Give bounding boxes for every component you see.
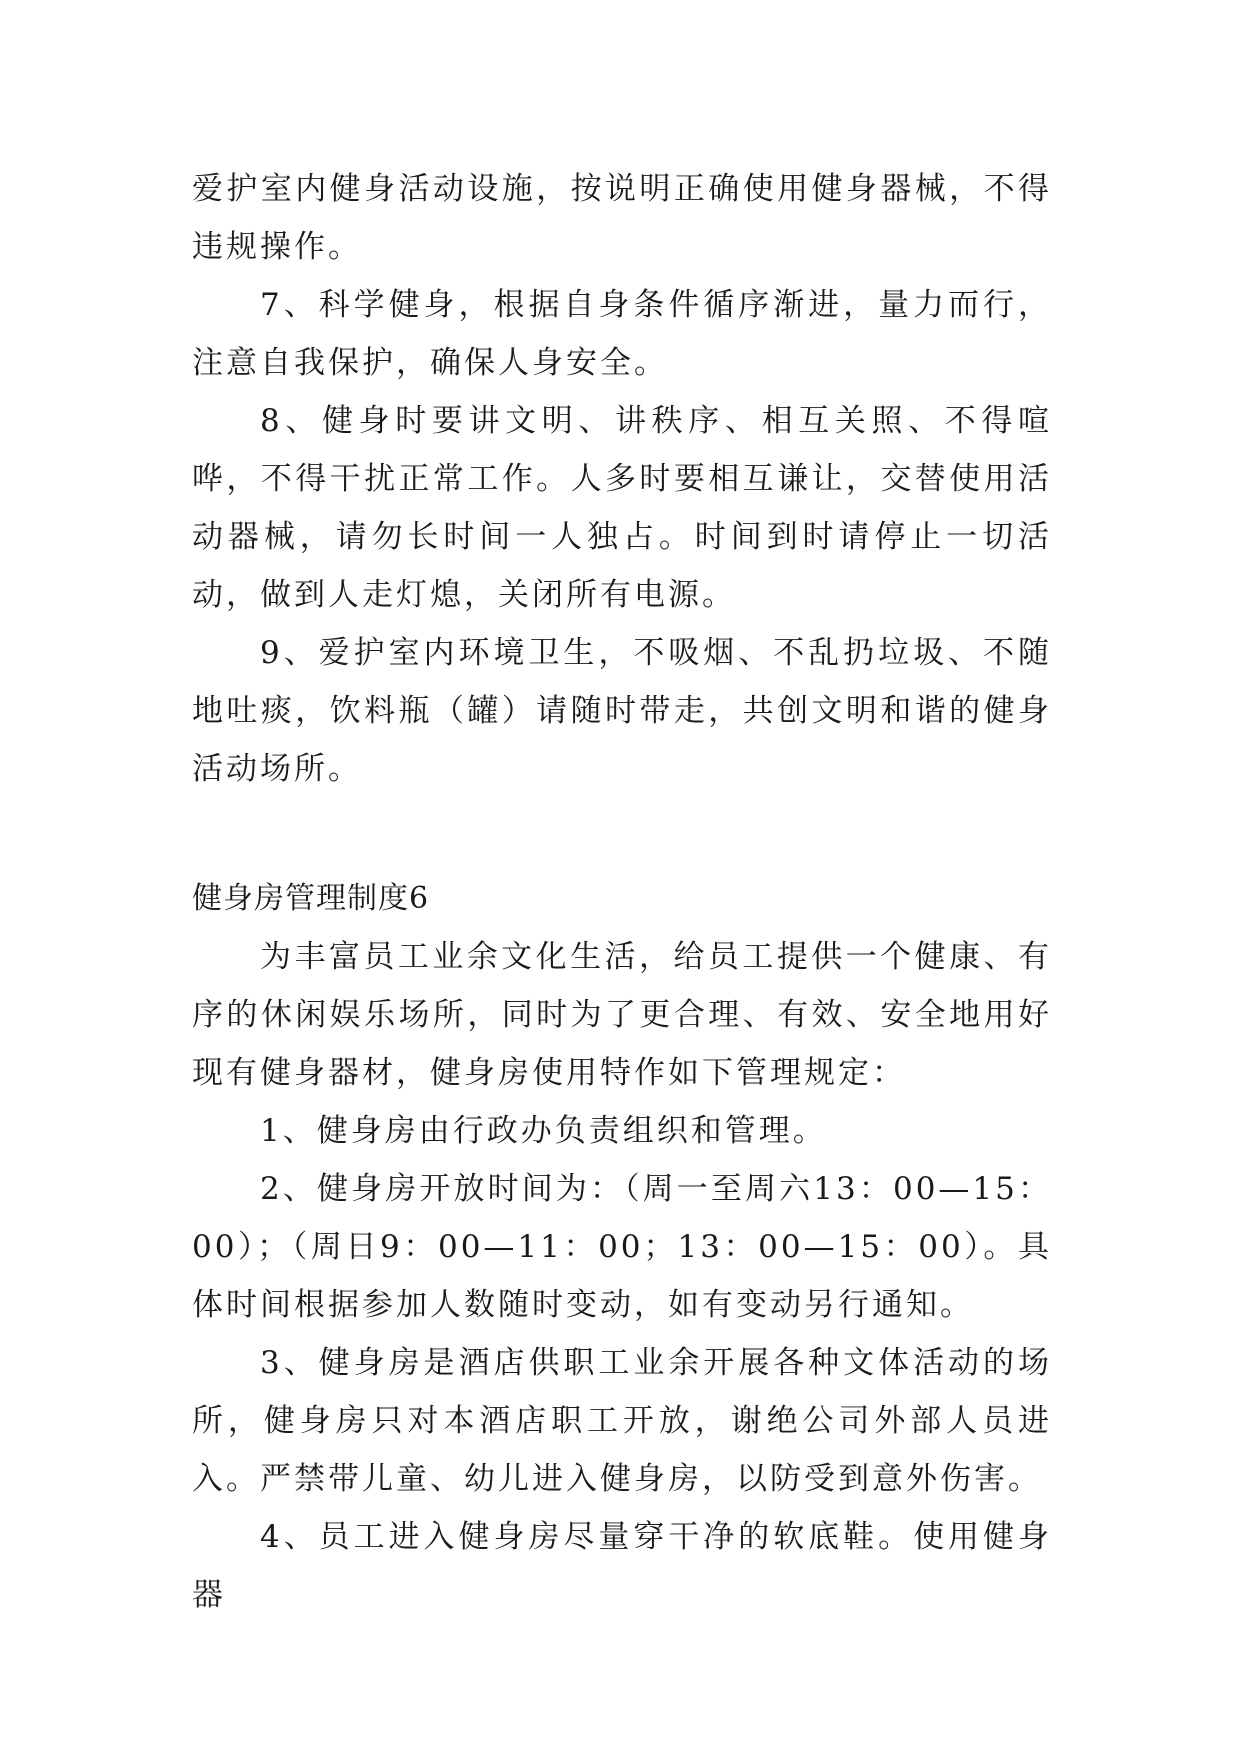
paragraph-item-7: 7、科学健身，根据自身条件循序渐进，量力而行，注意自我保护，确保人身安全。: [192, 287, 1052, 381]
document-page: [192, 160, 1052, 1624]
section-gap: [192, 798, 1052, 870]
paragraph-item-8: 8、健身时要讲文明、讲秩序、相互关照、不得喧哗，不得干扰正常工作。人多时要相互谦让，交替使用活动器械，请勿长时间一人独占。时间到时请停止一切活动，做到人走灯熄，关闭所有电源。: [192, 403, 1052, 613]
paragraph-item-9: 9、爱护室内环境卫生，不吸烟、不乱扔垃圾、不随地吐痰，饮料瓶（罐）请随时带走，共创文明和谐的健身活动场所。: [192, 635, 1052, 787]
paragraph-1: 爱护室内健身活动设施，按说明正确使用健身器械，不得违规操作。: [192, 171, 1052, 265]
paragraph-rule-3: 3、健身房是酒店供职工业余开展各种文体活动的场所，健身房只对本酒店职工开放，谢绝公司外部人员进入。严禁带儿童、幼儿进入健身房，以防受到意外伤害。: [192, 1345, 1052, 1497]
paragraph-rule-1: 1、健身房由行政办负责组织和管理。: [260, 1113, 827, 1149]
section-heading: 健身房管理制度6: [192, 881, 430, 916]
paragraph-rule-4: 4、员工进入健身房尽量穿干净的软底鞋。使用健身器: [192, 1519, 1052, 1613]
paragraph-rule-2: 2、健身房开放时间为：（周一至周六13：00—15：00）；（周日9：00—11：00；13：00—15：00）。具体时间根据参加人数随时变动，如有变动另行通知。: [192, 1171, 1052, 1323]
paragraph-intro: 为丰富员工业余文化生活，给员工提供一个健康、有序的休闲娱乐场所，同时为了更合理、有效、安全地用好现有健身器材，健身房使用特作如下管理规定：: [192, 939, 1052, 1091]
